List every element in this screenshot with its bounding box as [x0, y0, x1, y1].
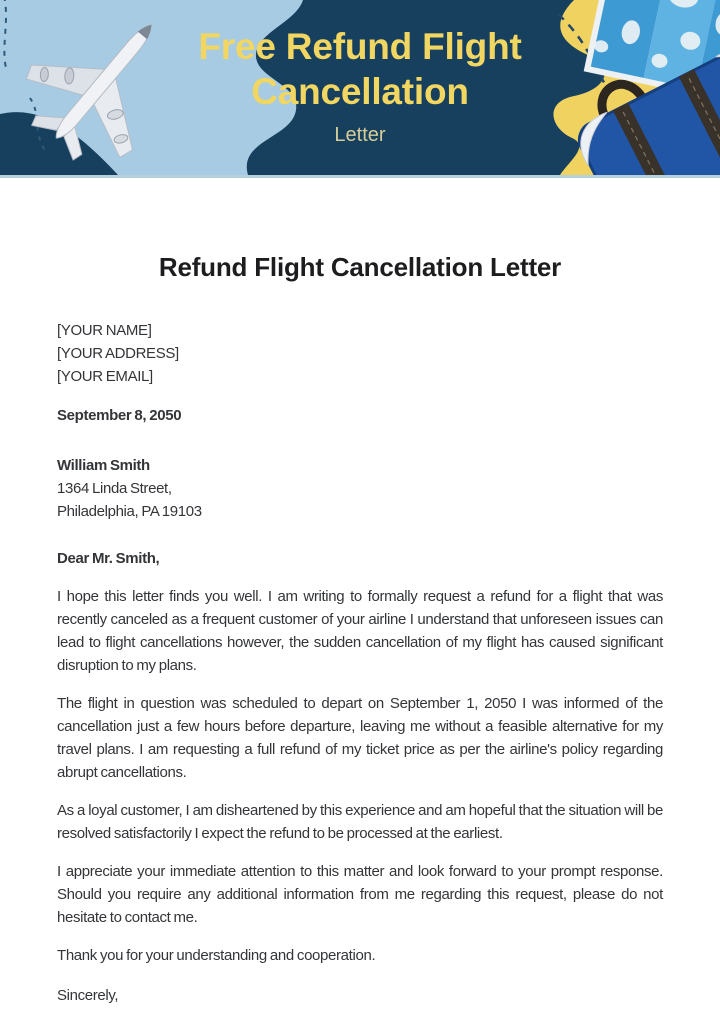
banner-subtitle: Letter: [334, 124, 386, 146]
banner-text: [0, 0, 720, 147]
closing-line: Sincerely,: [57, 987, 119, 1004]
body-paragraph: I hope this letter finds you well. I am writing to formally request a refund for a flight that was recently canceled as a frequent customer of your airline I understand that unforeseen issues can lead to flight cancellations however, the sudden cancellation of my flight has caused significant disruption to my plans.: [57, 588, 663, 674]
letter-title: Refund Flight Cancellation Letter: [158, 252, 562, 282]
body-paragraph: I appreciate your immediate attention to this matter and look forward to your prompt response. Should you require any additional information from me regarding this request, please do not hesitate to contact me.: [57, 863, 663, 926]
recipient-block: [57, 454, 663, 523]
recipient-name: William Smith: [57, 457, 150, 474]
banner-title: Free Refund Flight Cancellation: [198, 26, 522, 112]
sender-address-placeholder: [YOUR ADDRESS]: [57, 345, 179, 362]
body-paragraph: As a loyal customer, I am disheartened by this experience and am hopeful that the situation will be resolved satisfactorily I expect the refund to be processed at the earliest.: [57, 802, 663, 842]
body-paragraph: The flight in question was scheduled to depart on September 1, 2050 I was informed of the cancellation just a few hours before departure, leaving me without a feasible alternative for my travel plans. I am requesting a full refund of my ticket price as per the airline's policy regarding abrupt cancellations.: [57, 695, 663, 781]
letter-date: September 8, 2050: [57, 407, 182, 424]
letter-document: [0, 178, 720, 1007]
salutation: Dear Mr. Smith,: [57, 550, 160, 567]
sender-name-placeholder: [YOUR NAME]: [57, 322, 152, 339]
recipient-city: Philadelphia, PA 19103: [57, 503, 202, 520]
sender-block: [57, 319, 663, 388]
thanks-line: Thank you for your understanding and cooperation.: [57, 947, 376, 964]
sender-email-placeholder: [YOUR EMAIL]: [57, 368, 153, 385]
banner: [0, 0, 720, 178]
recipient-street: 1364 Linda Street,: [57, 480, 172, 497]
